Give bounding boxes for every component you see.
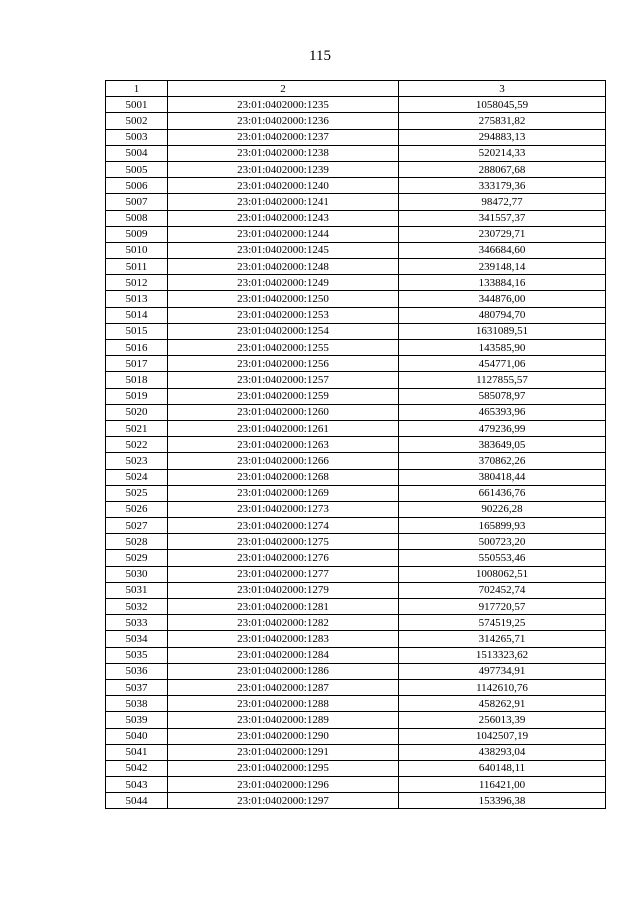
table-row xyxy=(106,145,606,161)
value-cell: 480794,70 xyxy=(399,307,606,323)
row-number-cell: 5020 xyxy=(106,404,168,420)
table-row xyxy=(106,129,606,145)
cadastral-number-cell: 23:01:0402000:1263 xyxy=(168,437,399,453)
cadastral-number-cell: 23:01:0402000:1296 xyxy=(168,777,399,793)
row-number-cell: 5007 xyxy=(106,194,168,210)
row-number-cell: 5009 xyxy=(106,226,168,242)
cadastral-number-cell: 23:01:0402000:1268 xyxy=(168,469,399,485)
row-number-cell: 5026 xyxy=(106,501,168,517)
value-cell: 574519,25 xyxy=(399,615,606,631)
table-row xyxy=(106,194,606,210)
cadastral-number-cell: 23:01:0402000:1290 xyxy=(168,728,399,744)
value-cell: 917720,57 xyxy=(399,599,606,615)
table-row xyxy=(106,420,606,436)
value-cell: 497734,91 xyxy=(399,663,606,679)
row-number-cell: 5015 xyxy=(106,323,168,339)
cadastral-number-cell: 23:01:0402000:1240 xyxy=(168,178,399,194)
cadastral-number-cell: 23:01:0402000:1239 xyxy=(168,161,399,177)
table-row xyxy=(106,696,606,712)
table-row xyxy=(106,550,606,566)
row-number-cell: 5022 xyxy=(106,437,168,453)
table-row xyxy=(106,647,606,663)
value-cell: 370862,26 xyxy=(399,453,606,469)
value-cell: 458262,91 xyxy=(399,696,606,712)
row-number-cell: 5036 xyxy=(106,663,168,679)
table-row xyxy=(106,340,606,356)
value-cell: 1631089,51 xyxy=(399,323,606,339)
cadastral-number-cell: 23:01:0402000:1237 xyxy=(168,129,399,145)
table-row xyxy=(106,453,606,469)
value-cell: 165899,93 xyxy=(399,518,606,534)
table-row xyxy=(106,113,606,129)
table-row xyxy=(106,712,606,728)
cadastral-number-cell: 23:01:0402000:1236 xyxy=(168,113,399,129)
cadastral-number-cell: 23:01:0402000:1276 xyxy=(168,550,399,566)
value-cell: 383649,05 xyxy=(399,437,606,453)
value-cell: 585078,97 xyxy=(399,388,606,404)
table-row xyxy=(106,437,606,453)
row-number-cell: 5041 xyxy=(106,744,168,760)
table-row xyxy=(106,291,606,307)
cadastral-number-cell: 23:01:0402000:1291 xyxy=(168,744,399,760)
row-number-cell: 5030 xyxy=(106,566,168,582)
row-number-cell: 5018 xyxy=(106,372,168,388)
row-number-cell: 5017 xyxy=(106,356,168,372)
value-cell: 479236,99 xyxy=(399,420,606,436)
value-cell: 520214,33 xyxy=(399,145,606,161)
value-cell: 314265,71 xyxy=(399,631,606,647)
table-row xyxy=(106,615,606,631)
row-number-cell: 5016 xyxy=(106,340,168,356)
table-row xyxy=(106,760,606,776)
row-number-cell: 5004 xyxy=(106,145,168,161)
row-number-cell: 5021 xyxy=(106,420,168,436)
table-header-row xyxy=(106,81,606,97)
value-cell: 640148,11 xyxy=(399,760,606,776)
row-number-cell: 5019 xyxy=(106,388,168,404)
cadastral-number-cell: 23:01:0402000:1260 xyxy=(168,404,399,420)
row-number-cell: 5011 xyxy=(106,259,168,275)
value-cell: 454771,06 xyxy=(399,356,606,372)
table-row xyxy=(106,307,606,323)
row-number-cell: 5013 xyxy=(106,291,168,307)
cadastral-number-cell: 23:01:0402000:1235 xyxy=(168,97,399,113)
value-cell: 465393,96 xyxy=(399,404,606,420)
value-cell: 275831,82 xyxy=(399,113,606,129)
table-row xyxy=(106,777,606,793)
value-cell: 344876,00 xyxy=(399,291,606,307)
value-cell: 98472,77 xyxy=(399,194,606,210)
table-row xyxy=(106,485,606,501)
table-row xyxy=(106,469,606,485)
table-row xyxy=(106,242,606,258)
row-number-cell: 5031 xyxy=(106,582,168,598)
table-row xyxy=(106,404,606,420)
table-row xyxy=(106,372,606,388)
table-row xyxy=(106,566,606,582)
cadastral-number-cell: 23:01:0402000:1248 xyxy=(168,259,399,275)
row-number-cell: 5035 xyxy=(106,647,168,663)
row-number-cell: 5008 xyxy=(106,210,168,226)
table-row xyxy=(106,663,606,679)
value-cell: 239148,14 xyxy=(399,259,606,275)
table-row xyxy=(106,793,606,809)
value-cell: 1008062,51 xyxy=(399,566,606,582)
cadastral-number-cell: 23:01:0402000:1266 xyxy=(168,453,399,469)
value-cell: 380418,44 xyxy=(399,469,606,485)
row-number-cell: 5001 xyxy=(106,97,168,113)
row-number-cell: 5032 xyxy=(106,599,168,615)
cadastral-number-cell: 23:01:0402000:1269 xyxy=(168,485,399,501)
row-number-cell: 5010 xyxy=(106,242,168,258)
value-cell: 661436,76 xyxy=(399,485,606,501)
cadastral-number-cell: 23:01:0402000:1282 xyxy=(168,615,399,631)
cadastral-number-cell: 23:01:0402000:1256 xyxy=(168,356,399,372)
row-number-cell: 5027 xyxy=(106,518,168,534)
value-cell: 1042507,19 xyxy=(399,728,606,744)
cadastral-number-cell: 23:01:0402000:1255 xyxy=(168,340,399,356)
table-row xyxy=(106,388,606,404)
value-cell: 230729,71 xyxy=(399,226,606,242)
cadastral-number-cell: 23:01:0402000:1250 xyxy=(168,291,399,307)
row-number-cell: 5014 xyxy=(106,307,168,323)
cadastral-number-cell: 23:01:0402000:1261 xyxy=(168,420,399,436)
table-row xyxy=(106,518,606,534)
row-number-cell: 5024 xyxy=(106,469,168,485)
table-row xyxy=(106,210,606,226)
value-cell: 1058045,59 xyxy=(399,97,606,113)
row-number-cell: 5044 xyxy=(106,793,168,809)
data-table xyxy=(105,80,606,809)
table-row xyxy=(106,97,606,113)
row-number-cell: 5029 xyxy=(106,550,168,566)
cadastral-number-cell: 23:01:0402000:1249 xyxy=(168,275,399,291)
cadastral-number-cell: 23:01:0402000:1244 xyxy=(168,226,399,242)
table-row xyxy=(106,226,606,242)
value-cell: 438293,04 xyxy=(399,744,606,760)
row-number-cell: 5005 xyxy=(106,161,168,177)
column-header-2: 2 xyxy=(168,81,399,97)
cadastral-number-cell: 23:01:0402000:1279 xyxy=(168,582,399,598)
cadastral-number-cell: 23:01:0402000:1274 xyxy=(168,518,399,534)
cadastral-number-cell: 23:01:0402000:1238 xyxy=(168,145,399,161)
row-number-cell: 5023 xyxy=(106,453,168,469)
cadastral-number-cell: 23:01:0402000:1253 xyxy=(168,307,399,323)
table-row xyxy=(106,582,606,598)
table-row xyxy=(106,323,606,339)
cadastral-number-cell: 23:01:0402000:1281 xyxy=(168,599,399,615)
value-cell: 1513323,62 xyxy=(399,647,606,663)
row-number-cell: 5043 xyxy=(106,777,168,793)
page-number: 115 xyxy=(309,48,331,64)
table-row xyxy=(106,631,606,647)
cadastral-number-cell: 23:01:0402000:1286 xyxy=(168,663,399,679)
cadastral-number-cell: 23:01:0402000:1295 xyxy=(168,760,399,776)
cadastral-number-cell: 23:01:0402000:1273 xyxy=(168,501,399,517)
value-cell: 288067,68 xyxy=(399,161,606,177)
row-number-cell: 5002 xyxy=(106,113,168,129)
table-row xyxy=(106,178,606,194)
row-number-cell: 5025 xyxy=(106,485,168,501)
value-cell: 116421,00 xyxy=(399,777,606,793)
row-number-cell: 5034 xyxy=(106,631,168,647)
value-cell: 341557,37 xyxy=(399,210,606,226)
row-number-cell: 5012 xyxy=(106,275,168,291)
column-header-1: 1 xyxy=(106,81,168,97)
table-row xyxy=(106,356,606,372)
value-cell: 133884,16 xyxy=(399,275,606,291)
table-row xyxy=(106,259,606,275)
row-number-cell: 5037 xyxy=(106,679,168,695)
table-row xyxy=(106,679,606,695)
cadastral-number-cell: 23:01:0402000:1288 xyxy=(168,696,399,712)
value-cell: 143585,90 xyxy=(399,340,606,356)
table-row xyxy=(106,275,606,291)
value-cell: 702452,74 xyxy=(399,582,606,598)
cadastral-number-cell: 23:01:0402000:1275 xyxy=(168,534,399,550)
value-cell: 153396,38 xyxy=(399,793,606,809)
table-row xyxy=(106,728,606,744)
row-number-cell: 5040 xyxy=(106,728,168,744)
table-row xyxy=(106,599,606,615)
value-cell: 256013,39 xyxy=(399,712,606,728)
row-number-cell: 5003 xyxy=(106,129,168,145)
value-cell: 90226,28 xyxy=(399,501,606,517)
cadastral-number-cell: 23:01:0402000:1259 xyxy=(168,388,399,404)
cadastral-number-cell: 23:01:0402000:1245 xyxy=(168,242,399,258)
table-row xyxy=(106,744,606,760)
cadastral-number-cell: 23:01:0402000:1277 xyxy=(168,566,399,582)
row-number-cell: 5006 xyxy=(106,178,168,194)
row-number-cell: 5038 xyxy=(106,696,168,712)
column-header-3: 3 xyxy=(399,81,606,97)
cadastral-number-cell: 23:01:0402000:1283 xyxy=(168,631,399,647)
row-number-cell: 5028 xyxy=(106,534,168,550)
value-cell: 294883,13 xyxy=(399,129,606,145)
table-row xyxy=(106,161,606,177)
row-number-cell: 5042 xyxy=(106,760,168,776)
table-row xyxy=(106,534,606,550)
cadastral-number-cell: 23:01:0402000:1284 xyxy=(168,647,399,663)
value-cell: 333179,36 xyxy=(399,178,606,194)
value-cell: 500723,20 xyxy=(399,534,606,550)
cadastral-number-cell: 23:01:0402000:1287 xyxy=(168,679,399,695)
cadastral-number-cell: 23:01:0402000:1243 xyxy=(168,210,399,226)
cadastral-number-cell: 23:01:0402000:1254 xyxy=(168,323,399,339)
cadastral-number-cell: 23:01:0402000:1241 xyxy=(168,194,399,210)
cadastral-number-cell: 23:01:0402000:1289 xyxy=(168,712,399,728)
row-number-cell: 5039 xyxy=(106,712,168,728)
value-cell: 1142610,76 xyxy=(399,679,606,695)
table-row xyxy=(106,501,606,517)
value-cell: 1127855,57 xyxy=(399,372,606,388)
cadastral-number-cell: 23:01:0402000:1257 xyxy=(168,372,399,388)
value-cell: 550553,46 xyxy=(399,550,606,566)
value-cell: 346684,60 xyxy=(399,242,606,258)
cadastral-number-cell: 23:01:0402000:1297 xyxy=(168,793,399,809)
row-number-cell: 5033 xyxy=(106,615,168,631)
